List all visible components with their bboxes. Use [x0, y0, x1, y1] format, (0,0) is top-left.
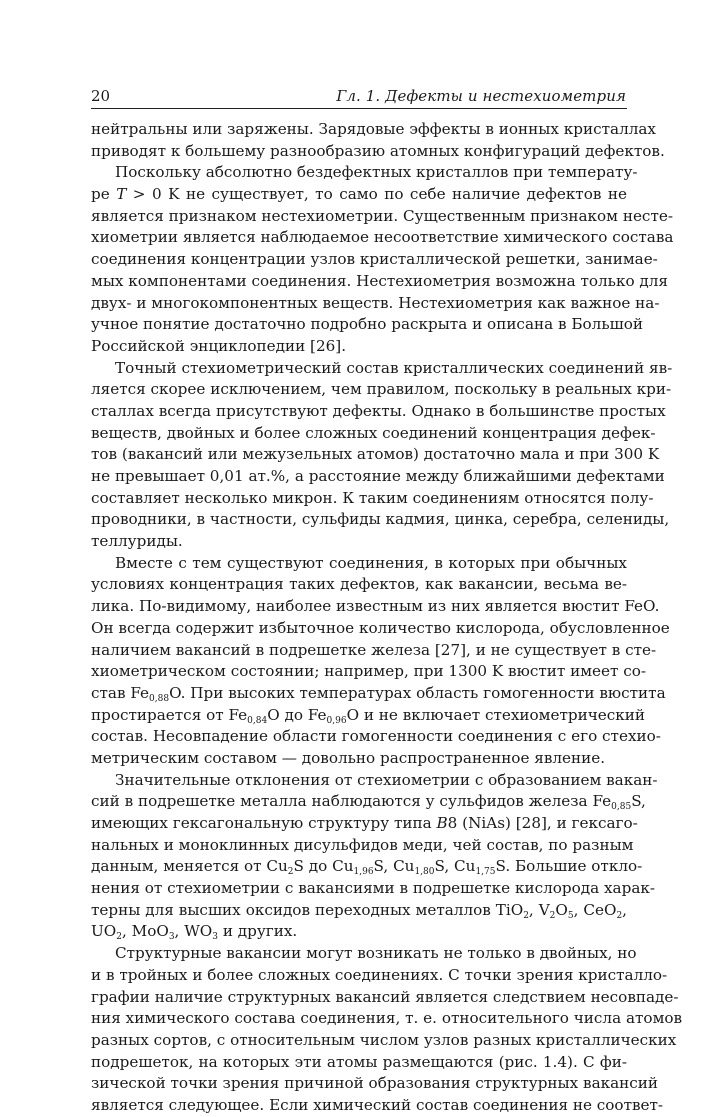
text-line: сий в подрешетке металла наблюдаются у сульфидов железа $Fe_{0,85}S$, [91, 792, 646, 813]
paragraph [91, 553, 670, 770]
page-number: 20 [91, 87, 111, 105]
text-line: лика. По-видимому, наиболее известным из них является вюстит FeO. [91, 597, 660, 616]
text-line: не превышает 0,01 ат.%, а расстояние между ближайшими дефектами [91, 467, 665, 485]
text-line: разных сортов, с относительным числом узлов разных кристаллических [91, 1030, 677, 1049]
text-line: Он всегда содержит избыточное количество кислорода, обусловленное [91, 618, 670, 637]
text-line: мых компонентами соединения. Нестехиометрия возможна только для [91, 271, 668, 290]
text-line: двух- и многокомпонентных веществ. Нестехиометрия как важное на- [91, 293, 660, 312]
text-line: является следующее. Если химический состав соединения не соответ- [91, 1095, 664, 1114]
text-line: соединения концентрации узлов кристаллической решетки, занимае- [91, 250, 658, 269]
text-line: хиометрии является наблюдаемое несоответствие химического состава [91, 228, 674, 247]
text-line: Вместе с тем существуют соединения, в которых при обычных [115, 553, 627, 572]
text-line: простирается от $Fe_{0,84}O$ до $Fe_{0,96}O$ и не включает стехиометрический [91, 705, 646, 726]
text-line: Точный стехиометрический состав кристаллических соединений яв- [115, 358, 673, 377]
text-line: и в тройных и более сложных соединениях. С точки зрения кристалло- [91, 965, 668, 984]
paragraph [91, 770, 658, 944]
text-line: веществ, двойных и более сложных соединений концентрация дефек- [91, 423, 656, 442]
text-line: сталлах всегда присутствуют дефекты. Однако в большинстве простых [91, 401, 666, 420]
text-line: подрешеток, на которых эти атомы размещаются (рис. 1.4). С фи- [91, 1052, 627, 1071]
text-line: учное понятие достаточно подробно раскрыта и описана в Большой [91, 315, 643, 334]
body-text [91, 119, 683, 1117]
text-line: $UO_2$, MoO$_3$, $WO_3$ и других. [91, 922, 298, 943]
text-line: приводят к большему разнообразию атомных конфигураций дефектов. [91, 141, 665, 160]
text-line: графии наличие структурных вакансий является следствием несовпаде- [91, 987, 679, 1006]
text-line: условиях концентрация таких дефектов, как вакансии, весьма ве- [91, 575, 627, 594]
text-line: ре T > 0 K не существует, то само по себе наличие дефектов не [91, 185, 627, 204]
text-line: данным, меняется от $Cu_2S$ до $Cu_{1,96}S$, $Cu_{1,80}S$, $Cu_{1,75}S$. Большие откло- [91, 857, 643, 878]
text-line: наличием вакансий в подрешетке железа [27], и не существует в сте- [91, 640, 657, 659]
text-line: Российской энциклопедии [26]. [91, 336, 347, 355]
text-line: теллуриды. [91, 532, 183, 551]
text-line: ния химического состава соединения, т. е. относительного числа атомов [91, 1009, 683, 1028]
text-line: является признаком нестехиометрии. Существенным признаком несте- [91, 206, 673, 225]
text-line: зической точки зрения причиной образования структурных вакансий [91, 1074, 659, 1093]
paragraph [91, 119, 665, 162]
text-line: тов (вакансий или межузельных атомов) достаточно мала и при 300 K [91, 445, 660, 464]
running-header [91, 84, 627, 109]
paragraph [91, 162, 674, 357]
paragraph [91, 943, 683, 1117]
text-line: проводники, в частности, сульфиды кадмия, цинка, серебра, селениды, [91, 510, 670, 529]
paragraph [91, 358, 673, 553]
running-title: Гл. 1. Дефекты и нестехиометрия [336, 87, 626, 105]
text-line: имеющих гексагональную структуру типа B8 (NiAs) [28], и гексаго- [91, 814, 638, 832]
text-line: терны для высших оксидов переходных металлов TiO$_2$, $V_2O_5$, CeO$_2$, [91, 900, 627, 921]
text-line: став $Fe_{0,88}O$. При высоких температурах область гомогенности вюстита [91, 683, 666, 704]
text-line: нальных и моноклинных дисульфидов меди, чей состав, по разным [91, 835, 634, 854]
text-line: состав. Несовпадение области гомогенности соединения с его стехио- [91, 727, 661, 746]
text-line: Значительные отклонения от стехиометрии с образованием вакан- [115, 770, 658, 789]
text-line: нейтральны или заряжены. Зарядовые эффекты в ионных кристаллах [91, 120, 656, 138]
text-line: Структурные вакансии могут возникать не только в двойных, но [115, 944, 637, 963]
text-line: нения от стехиометрии с вакансиями в подрешетке кислорода харак- [91, 879, 655, 898]
text-line: Поскольку абсолютно бездефектных кристаллов при температу- [115, 163, 638, 182]
text-line: ляется скорее исключением, чем правилом, поскольку в реальных кри- [91, 380, 672, 399]
text-line: хиометрическом состоянии; например, при 1300 K вюстит имеет со- [91, 662, 647, 681]
text-line: составляет несколько микрон. К таким соединениям относятся полу- [91, 488, 654, 507]
text-line: метрическим составом — довольно распространенное явление. [91, 748, 606, 767]
